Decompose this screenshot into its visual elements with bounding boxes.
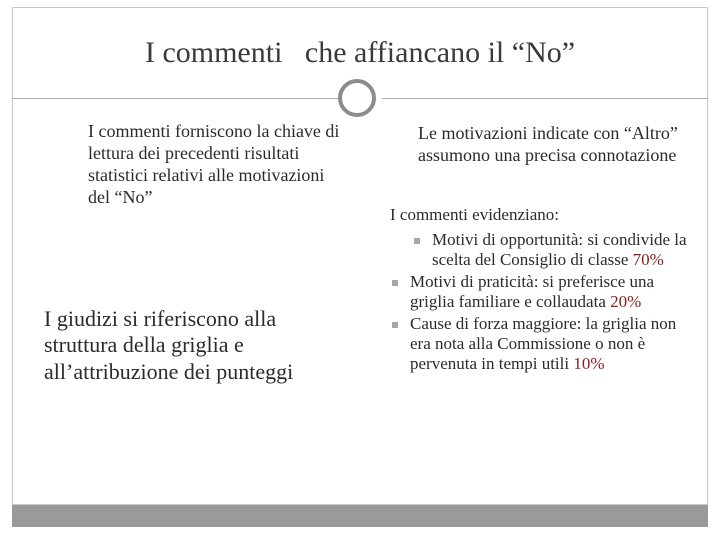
bullet-square-icon xyxy=(414,238,420,244)
left-paragraph-judgments: I giudizi si riferiscono alla struttura della griglia e all’attribuzione dei punteggi xyxy=(44,306,294,384)
bullet-percent: 20% xyxy=(610,292,642,312)
bullet-list xyxy=(390,230,690,376)
list-item xyxy=(390,272,690,312)
right-subheading: I commenti evidenziano: xyxy=(390,205,559,224)
left-paragraph-comments: I commenti forniscono la chiave di lettura dei precedenti risultati statistici relativi alle motivazioni del “No” xyxy=(88,121,340,207)
right-intro: Le motivazioni indicate con “Altro” assumono una precisa connotazione xyxy=(418,123,678,165)
bullet-percent: 70% xyxy=(632,250,664,270)
list-item xyxy=(390,314,690,374)
divider-right xyxy=(382,98,708,99)
bullet-text: Motivi di opportunità: si condivide la scelta del Consiglio di classe xyxy=(432,230,687,270)
slide-title: I commenti che affiancano il “No” xyxy=(144,36,576,69)
divider-left xyxy=(12,98,338,99)
circle-ornament-icon xyxy=(338,79,376,117)
bullet-text: Cause di forza maggiore: la griglia non era nota alla Commissione o non è pervenuta in tempi utili xyxy=(410,314,677,374)
bullet-square-icon xyxy=(392,280,398,286)
bullet-percent: 10% xyxy=(573,354,605,374)
bullet-square-icon xyxy=(392,322,398,328)
bullet-text: Motivi di praticità: si preferisce una griglia familiare e collaudata xyxy=(410,272,655,312)
list-item xyxy=(412,230,690,270)
footer-bar xyxy=(12,505,708,527)
